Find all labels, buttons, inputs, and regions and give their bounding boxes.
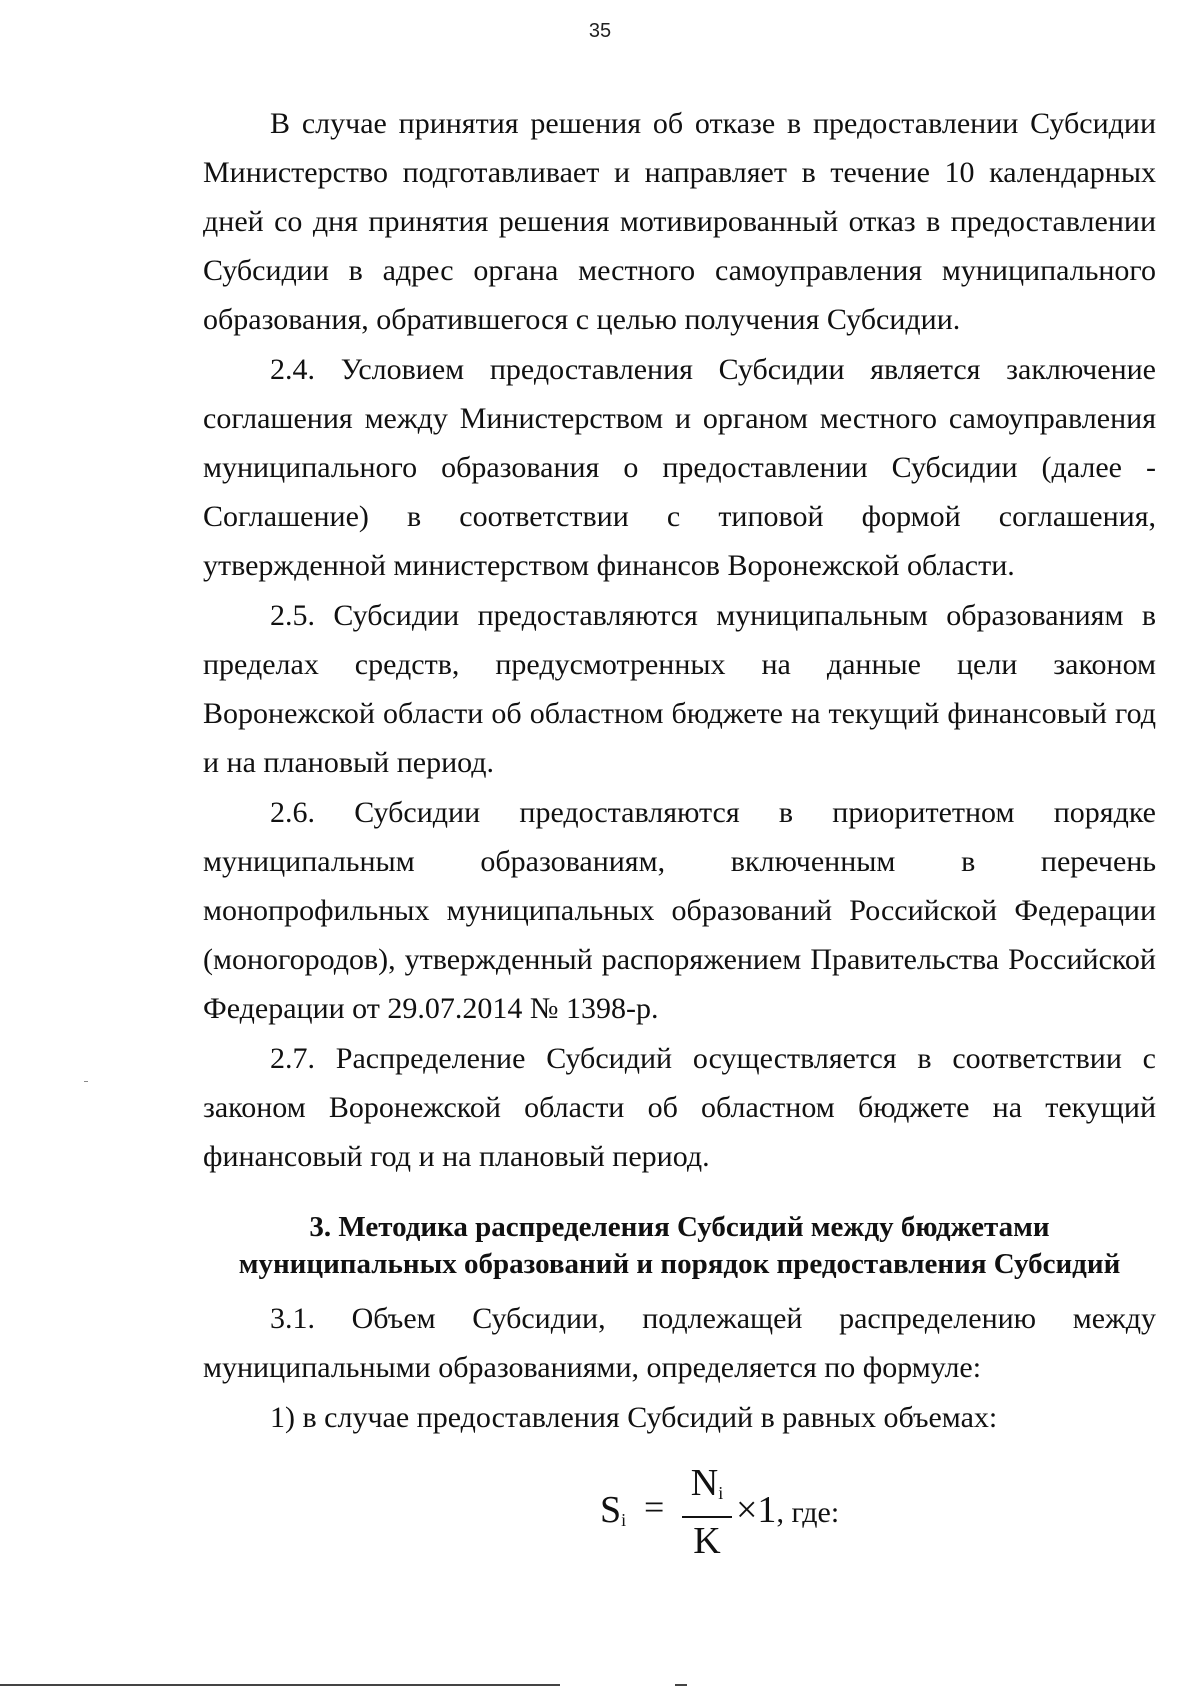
section-3-heading-line-2: муниципальных образований и порядок предоставления Субсидий: [238, 1248, 1121, 1280]
paragraph-2-6: 2.6. Субсидии предоставляются в приоритетном порядке муниципальным образованиям, включенным в перечень монопрофильных муниципальных образований Российской Федерации (моногородов), утвержденный распоряжением Правительства Российской Федерации от 29.07.2014 № 1398-р.: [203, 796, 1156, 1025]
scan-bottom-edge-fragment: [675, 1684, 687, 1686]
paragraph-2-4: 2.4. Условием предоставления Субсидии является заключение соглашения между Министерством и органом местного самоуправления муниципального образования о предоставлении Субсидии (далее - Соглашение) в соответствии с типовой формой соглашения, утвержденной министерством финансов Воронежской области.: [203, 353, 1156, 582]
formula-denominator: K: [693, 1520, 721, 1562]
formula-numerator: $N_i$: [690, 1462, 724, 1504]
scan-mark: [84, 1081, 88, 1082]
paragraph-refusal: В случае принятия решения об отказе в предоставлении Субсидии Министерство подготавливает и направляет в течение 10 календарных дней со дня принятия решения мотивированный отказ в предоставлении Субсидии в адрес органа местного самоуправления муниципального образования, обратившегося с целью получения Субсидии.: [203, 107, 1156, 336]
formula-where-label: , где:: [776, 1496, 840, 1529]
section-3-heading-line-1: 3. Методика распределения Субсидий между бюджетами: [309, 1211, 1050, 1243]
scan-bottom-edge: [0, 1684, 560, 1686]
document-body: [203, 99, 1156, 1443]
formula-equals: =: [644, 1487, 665, 1527]
paragraph-2-7: 2.7. Распределение Субсидий осуществляется в соответствии с законом Воронежской области об областном бюджете на текущий финансовый год и на плановый период.: [203, 1042, 1156, 1173]
paragraph-2-5: 2.5. Субсидии предоставляются муниципальным образованиям в пределах средств, предусмотренных на данные цели законом Воронежской области об областном бюджете на текущий финансовый год и на плановый период.: [203, 599, 1156, 779]
formula-multiplier: ×1, где:: [736, 1489, 840, 1531]
section-3-heading: [203, 1209, 1156, 1283]
fraction-bar: [682, 1516, 732, 1518]
paragraph-3-1-item-1: 1) в случае предоставления Субсидий в равных объемах:: [270, 1401, 998, 1434]
page-number: 35: [588, 20, 612, 42]
formula-fraction: [682, 1462, 732, 1562]
paragraph-3-1: 3.1. Объем Субсидии, подлежащей распределению между муниципальными образованиями, определяется по формуле:: [203, 1302, 1156, 1384]
formula-lhs: $S_i$: [600, 1489, 627, 1531]
